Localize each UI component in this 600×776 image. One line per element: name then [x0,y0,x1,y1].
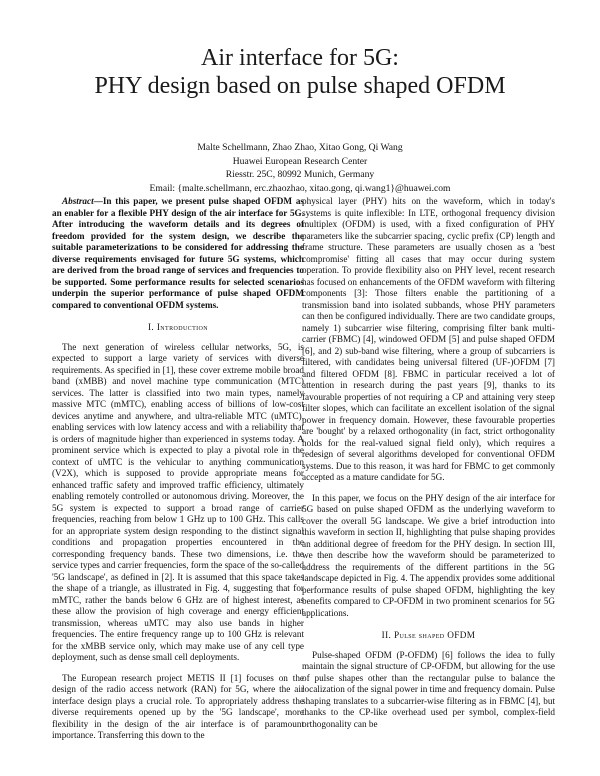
right-column [302,196,555,730]
author-block [0,141,600,195]
left-column [52,196,304,742]
author-names: Malte Schellmann, Zhao Zhao, Xitao Gong, Qi Wang [197,142,403,153]
abstract [52,196,304,311]
section-heading-pulse-shaped-ofdm [302,630,555,642]
section-number: I. [147,322,155,332]
section-heading-introduction [52,322,304,334]
author-affiliation: Huawei European Research Center [232,155,368,167]
title-line-1: Air interface for 5G: [201,45,399,71]
abstract-text: —In this paper, we present pulse shaped OFDM as an enabler for a flexible PHY design of the air interface for 5G. After introducing the waveform details and its degrees of freedom provided for the system design, we describe the suitable parameterizations to be considered for addressing the diverse requirements envisaged for future 5G systems, which are derived from the broad range of services and frequencies to be supported. Some performance results for selected scenarios underpin the superior performance of pulse shaped OFDM compared to conventional OFDM systems. [52,196,304,310]
intro-paragraph-2: The European research project METIS II [1] focuses on the design of the radio access network (RAN) for 5G, where the air interface design plays a crucial role. To appropriately address the diverse requirements opened up by the '5G landscape', more flexibility in the design of the air interface is of paramount importance. Transferring this down to the [52,672,304,740]
abstract-label: Abstract [62,196,94,206]
intro-paragraph-3: physical layer (PHY) hits on the waveform, which in today's systems is quite inflexible: In LTE, orthogonal frequency division multiplex (OFDM) is used, with a fixed configuration of PHY parameters like the subcarrier spacing, cyclic prefix (CP) length and frame structure. These parameters are usually chosen as a 'best compromise' fitting all cases that may occur during system operation. To provide flexibility also on PHY level, recent research has focused on enhancements of the OFDM waveform with filtering components [3]: Those filters enable the partitioning of a transmission band into isolated subbands, whose PHY parameters can then be configured individually. There are two candidate groups, namely 1) subcarrier wise filtering, comprising filter bank multi-carrier (FBMC) [4], windowed OFDM [5] and pulse shaped OFDM [6], and 2) sub-band wise filtering, where a group of subcarriers is filtered, with candidates being universal filtered (UF-)OFDM [7] and filtered OFDM [8]. FBMC in particular received a lot of attention in research during the past years [9], thanks to its favourable properties of not requiring a CP and attaining very steep filter slopes, which can facilitate an excellent isolation of the signal power in frequency domain. However, these favourable properties are 'bought' by a relaxed orthogonality (in fact, strict orthogonality holds for the real-valued signal field only), which requires a redesign of several algorithms developed for conventional OFDM systems. Due to this reason, it was hard for FBMC to get commonly accepted as a mature candidate for 5G. [302,196,555,482]
title-line-2: PHY design based on pulse shaped OFDM [94,73,506,99]
intro-paragraph-4: In this paper, we focus on the PHY design of the air interface for 5G based on pulse shaped OFDM as the underlying waveform to cover the overall 5G landscape. We give a brief introduction into this waveform in section II, highlighting that pulse shaping provides an additional degree of freedom for the PHY design. In section III, we then describe how the waveform should be parameterized to address the requirements of the different partitions in the 5G landscape depicted in Fig. 4. The appendix provides some additional performance results of pulse shaped OFDM, highlighting the key benefits compared to CP-OFDM in two prominent scenarios for 5G applications. [302,492,555,618]
paper-title [0,44,600,100]
pofdm-paragraph-1: Pulse-shaped OFDM (P-OFDM) [6] follows the idea to fully maintain the signal structure of CP-OFDM, but allowing for the use of pulse shapes other than the rectangular pulse to balance the localization of the signal power in time and frequency domain. Pulse shaping translates to a subcarrier-wise filtering as in FBMC [4], but thanks to the CP-like overhead used per symbol, complex-field orthogonality can be [302,649,555,729]
author-email: Email: {malte.schellmann, erc.zhaozhao, xitao.gong, qi.wang1}@huawei.com [149,182,451,194]
section-title: Pulse shaped OFDM [393,630,476,640]
intro-paragraph-1: The next generation of wireless cellular networks, 5G, is expected to support a large variety of services with diverse requirements. As specified in [1], these cover extreme mobile broad band (xMBB) and novel machine type communication (MTC) services. The latter is classified into two main types, namely massive MTC (mMTC), enabling access of billions of low-cost devices anytime and anywhere, and ultra-reliable MTC (uMTC), enabling services with low latency access and with a reliability that is orders of magnitude higher than experienced in systems today. A prominent service which is expected to play a pivotal role in the context of uMTC is the vehicular to anything communication (V2X), which is supposed to provide appropriate means for enhanced traffic safety and improved traffic efficiency, ultimately enabling remotely controlled or autonomous driving. Moreover, the 5G system is expected to support a broad range of carrier frequencies, reaching from below 1 GHz up to 100 GHz. This calls for an appropriate system design responding to the distinct signal conditions and propagation properties encountered in the corresponding frequency bands. These two dimensions, i.e. the service types and carrier frequencies, form the space of the so-called '5G landscape', as defined in [2]. It is assumed that this space takes the shape of a triangle, as illustrated in Fig. 4, suggesting that for mMTC, rather the bands below 6 GHz are of highest interest, as these allow the provision of high coverage and energy efficient transmission, whereas uMTC may also use bands in higher frequencies. The entire frequency range up to 100 GHz is relevant for the xMBB service only, which may make use of any cell type deployment, such as dense small cell deployments. [52,341,304,662]
section-number: II. [381,630,392,640]
section-title: Introduction [156,322,209,332]
author-address: Riesstr. 25C, 80992 Munich, Germany [225,169,375,180]
